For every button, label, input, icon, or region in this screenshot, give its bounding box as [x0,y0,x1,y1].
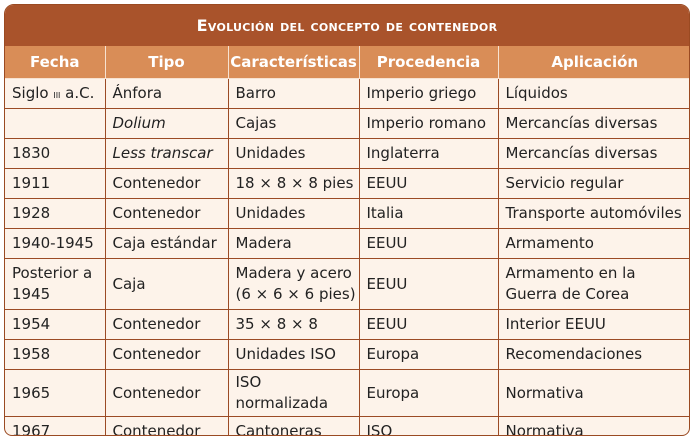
cell-fecha: 1958 [5,340,105,370]
cell-aplicacion: Normativa [498,417,690,437]
cell-caracteristicas: Madera [228,229,359,259]
cell-aplicacion: Interior EEUU [498,310,690,340]
cell-tipo: Caja [105,259,228,310]
cell-tipo: Contenedor [105,417,228,437]
container-evolution-table-box [4,4,690,436]
cell-procedencia: ISO [359,417,498,437]
fecha-text: Siglo [12,83,54,102]
cell-tipo: Contenedor [105,199,228,229]
cell-procedencia: Imperio romano [359,109,498,139]
cell-fecha: 1911 [5,169,105,199]
cell-aplicacion: Recomendaciones [498,340,690,370]
cell-caracteristicas: Cantoneras [228,417,359,437]
cell-fecha [5,79,105,109]
cell-fecha: 1928 [5,199,105,229]
cell-caracteristicas: Barro [228,79,359,109]
cell-aplicacion: Transporte automóviles [498,199,690,229]
cell-procedencia: EEUU [359,169,498,199]
cell-procedencia: Europa [359,370,498,417]
cell-aplicacion: Líquidos [498,79,690,109]
cell-caracteristicas: ISO normalizada [228,370,359,417]
car-line: (6 × 6 × 6 pies) [235,285,356,303]
header-caracteristicas: Características [228,46,359,79]
cell-tipo: Caja estándar [105,229,228,259]
cell-fecha: 1967 [12,422,51,436]
table-row [5,417,690,437]
cell-fecha: 1940-1945 [5,229,105,259]
table-row [5,139,690,169]
cell-tipo: Ánfora [105,79,228,109]
table-row [5,370,690,417]
apl-line: Armamento en la [505,264,636,282]
cell-tipo: Contenedor [105,340,228,370]
table-row [5,169,690,199]
table-row [5,109,690,139]
evolution-table [5,46,690,436]
cell-aplicacion: Normativa [498,370,690,417]
cell-caracteristicas: Unidades ISO [228,340,359,370]
fecha-text: a.C. [60,83,95,102]
cell-caracteristicas: 35 × 8 × 8 [228,310,359,340]
table-row [5,79,690,109]
fecha-line: Posterior a [12,264,93,282]
car-line: Madera y acero [235,264,352,282]
header-procedencia: Procedencia [359,46,498,79]
header-fecha: Fecha [5,46,105,79]
cell-fecha: 1965 [5,370,105,417]
cell-procedencia: EEUU [359,310,498,340]
header-row [5,46,690,79]
cell-caracteristicas: 18 × 8 × 8 pies [228,169,359,199]
cell-aplicacion: Mercancías diversas [498,109,690,139]
cell-tipo: Less transcar [105,139,228,169]
cell-procedencia: Italia [359,199,498,229]
cell-procedencia: EEUU [359,259,498,310]
table-row [5,229,690,259]
cell-caracteristicas [228,259,359,310]
cell-aplicacion: Mercancías diversas [498,139,690,169]
cell-caracteristicas: Unidades [228,139,359,169]
cell-procedencia: Inglaterra [359,139,498,169]
table-row [5,199,690,229]
cell-procedencia: Europa [359,340,498,370]
cell-fecha: 1954 [5,310,105,340]
cell-tipo: Dolium [105,109,228,139]
table-row [5,259,690,310]
table-row [5,340,690,370]
table-title: Evolución del concepto de contenedor [5,5,689,46]
cell-procedencia: Imperio griego [359,79,498,109]
roman-numeral: iii [53,86,61,101]
cell-fecha: 1830 [5,139,105,169]
cell-aplicacion: Armamento [498,229,690,259]
cell-caracteristicas: Unidades [228,199,359,229]
header-aplicacion: Aplicación [498,46,690,79]
cell-tipo: Contenedor [105,370,228,417]
header-tipo: Tipo [105,46,228,79]
table-row [5,310,690,340]
apl-line: Guerra de Corea [505,285,630,303]
cell-fecha [5,259,105,310]
fecha-line: 1945 [12,285,51,303]
cell-aplicacion [498,259,690,310]
cell-tipo: Contenedor [105,310,228,340]
cell-tipo: Contenedor [105,169,228,199]
cell-caracteristicas: Cajas [228,109,359,139]
cell-fecha [5,109,105,139]
cell-procedencia: EEUU [359,229,498,259]
cell-aplicacion: Servicio regular [498,169,690,199]
